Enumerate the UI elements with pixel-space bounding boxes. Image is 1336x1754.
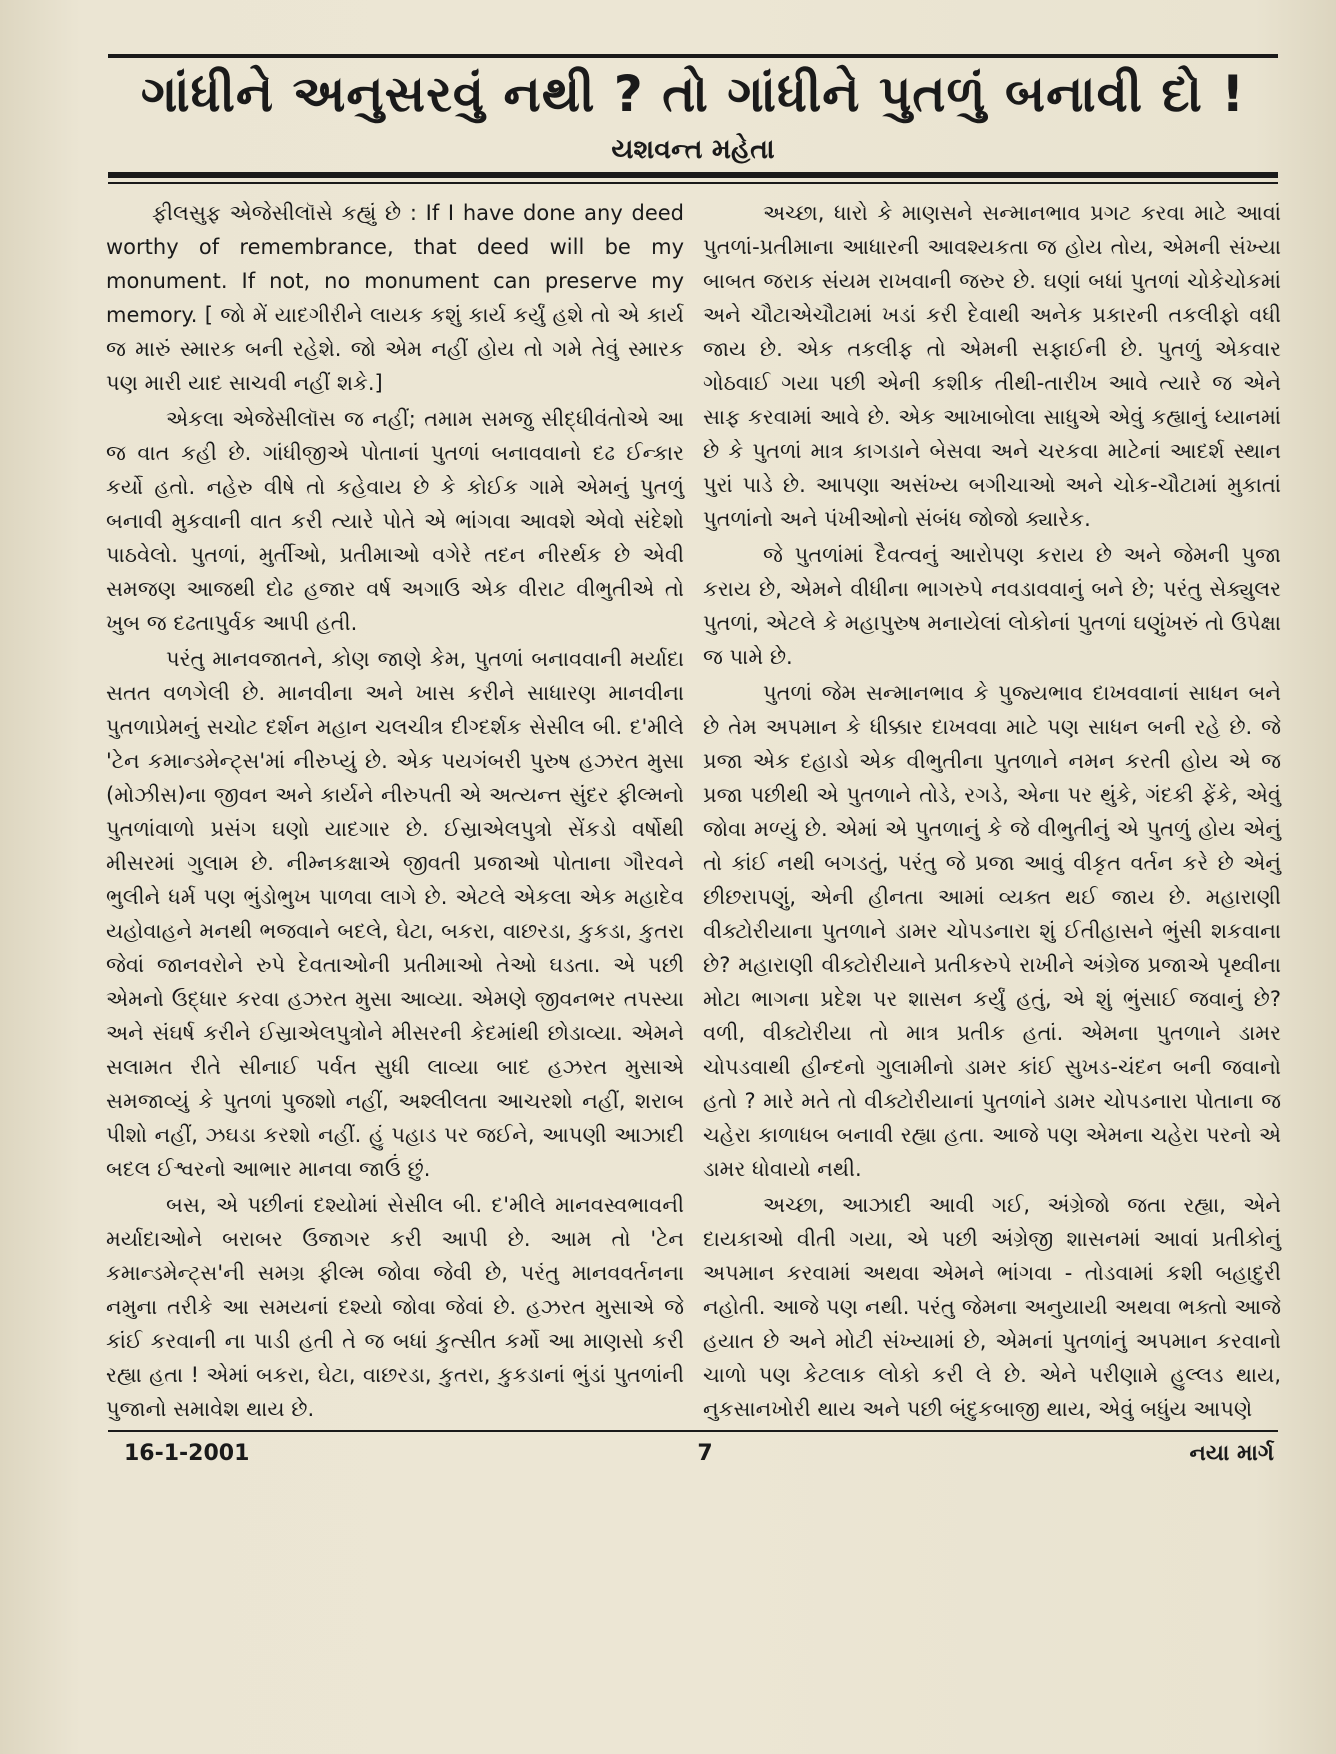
right-column xyxy=(703,196,1281,1436)
page-number: 7 xyxy=(697,1441,713,1466)
paragraph: જે પુતળાંમાં દૈવત્વનું આરોપણ કરાય છે અને જેમની પુજા કરાય છે, એમને વીધીના ભાગરુપે નવડાવવાનું બને છે; પરંતુ સેક્યુલર પુતળાં, એટલે કે મહાપુરુષ મનાયેલાં લોકોનાં પુતળાં ઘણુંખરું તો ઉપેક્ષા જ પામે છે. xyxy=(703,543,1281,669)
paragraph: અચ્છા, ધારો કે માણસને સન્માનભાવ પ્રગટ કરવા માટે આવાં પુતળાં-પ્રતીમાના આધારની આવશ્યકતા જ હોય તોય, એમની સંખ્યા બાબત જરાક સંયમ રાખવાની જરુર છે. ઘણાં બધાં પુતળાં ચોકેચોકમાં અને ચૌટાએચૌટામાં ખડાં કરી દેવાથી અનેક પ્રકારની તકલીફો વધી જાય છે. એક તકલીફ તો એમની સફાઈની છે. પુતળું એકવાર ગોઠવાઈ ગયા પછી એની કશીક તીથી-તારીખ આવે ત્યારે જ એને સાફ કરવામાં આવે છે. એક આખાબોલા સાધુએ એવું કહ્યાનું ધ્યાનમાં છે કે પુતળાં માત્ર કાગડાને બેસવા અને ચરકવા માટેનાં આદર્શ સ્થાન પુરાં પાડે છે. આપણા અસંખ્ય બગીચાઓ અને ચોક-ચૌટામાં મુકાતાં પુતળાંનો અને પંખીઓનો સંબંધ જોજો ક્યારેક. xyxy=(703,201,1281,531)
magazine-name: નયા માર્ગ xyxy=(1189,1441,1274,1466)
author-byline: યશવન્ત મહેતા xyxy=(611,134,775,165)
article-headline: ગાંધીને અનુસરવું નથી ? તો ગાંધીને પુતળું બનાવી દો ! xyxy=(140,65,1246,123)
title-rule-thin xyxy=(108,182,1278,184)
paragraph: પરંતુ માનવજાતને, કોણ જાણે કેમ, પુતળાં બનાવવાની મર્યાદા સતત વળગેલી છે. માનવીના અને ખાસ કરીને સાધારણ માનવીના પુતળાપ્રેમનું સચોટ દર્શન મહાન ચલચીત્ર દીગ્દર્શક સેસીલ બી. દ'મીલે 'ટેન કમાન્ડમેન્ટ્સ'માં નીરુપ્યું છે. એક પયગંબરી પુરુષ હઝરત મુસા (મોઝીસ)ના જીવન અને કાર્યને નીરુપતી એ અત્યન્ત સુંદર ફીલ્મનો પુતળાંવાળો પ્રસંગ ઘણો યાદગાર છે. ઈસ્રાએલપુત્રો સેંકડો વર્ષોથી મીસરમાં ગુલામ છે. નીમ્નકક્ષાએ જીવતી પ્રજાઓ પોતાના ગૌરવને ભુલીને ધર્મ પણ ભુંડોભુખ પાળવા લાગે છે. એટલે એકલા એક મહાદેવ યહોવાહને મનથી ભજવાને બદલે, ઘેટા, બકરા, વાછરડા, કુકડા, કુતરા જેવાં જાનવરોને રુપે દેવતાઓની પ્રતીમાઓ તેઓ ઘડતા. એ પછી એમનો ઉદ્ધાર કરવા હઝરત મુસા આવ્યા. એમણે જીવનભર તપસ્યા અને સંઘર્ષ કરીને ઈસ્રાએલપુત્રોને મીસરની કેદમાંથી છોડાવ્યા. એમને સલામત રીતે સીનાઈ પર્વત સુધી લાવ્યા બાદ હઝરત મુસાએ સમજાવ્યું કે પુતળાં પુજશો નહીં, અશ્લીલતા આચરશો નહીં, શરાબ પીશો નહીં, ઝઘડા કરશો નહીં. હું પહાડ પર જઈને, આપણી આઝાદી બદલ ઈશ્વરનો આભાર માનવા જાઉં છું. xyxy=(106,647,684,1181)
left-column xyxy=(106,196,684,1436)
paragraph: અચ્છા, આઝાદી આવી ગઈ, અંગ્રેજો જતા રહ્યા, એને દાયકાઓ વીતી ગયા, એ પછી અંગ્રેજી શાસનમાં આવાં પ્રતીકોનું અપમાન કરવામાં અથવા એમને ભાંગવા - તોડવામાં કશી બહાદુરી નહોતી. આજે પણ નથી. પરંતુ જેમના અનુયાયી અથવા ભક્તો આજે હયાત છે અને મોટી સંખ્યામાં છે, એમનાં પુતળાંનું અપમાન કરવાનો ચાળો પણ કેટલાક લોકો કરી લે છે. એને પરીણામે હુલ્લડ થાય, નુકસાનખોરી થાય અને પછી બંદુકબાજી થાય, એવું બધુંય આપણે xyxy=(703,1193,1281,1421)
issue-date: 16-1-2001 xyxy=(124,1441,250,1466)
footer-rule xyxy=(108,1430,1278,1432)
title-rule-thick xyxy=(108,172,1278,178)
paragraph: એકલા એજેસીલૉસ જ નહીં; તમામ સમજુ સીદ્ધીવંતોએ આ જ વાત કહી છે. ગાંધીજીએ પોતાનાં પુતળાં બનાવવાનો દઢ ઈન્કાર કર્યો હતો. નહેરુ વીષે તો કહેવાય છે કે કોઈક ગામે એમનું પુતળું બનાવી મુકવાની વાત કરી ત્યારે પોતે એ ભાંગવા આવશે એવો સંદેશો પાઠવેલો. પુતળાં, મુર્તીઓ, પ્રતીમાઓ વગેરે તદન નીરર્થક છે એવી સમજણ આજથી દોઢ હજાર વર્ષ અગાઉ એક વીરાટ વીભુતીએ તો ખુબ જ દઢતાપુર્વક આપી હતી. xyxy=(106,407,684,635)
paragraph: બસ, એ પછીનાં દશ્યોમાં સેસીલ બી. દ'મીલે માનવસ્વભાવની મર્યાદાઓને બરાબર ઉજાગર કરી આપી છે. આમ તો 'ટેન કમાન્ડમેન્ટ્સ'ની સમગ્ર ફીલ્મ જોવા જેવી છે, પરંતુ માનવવર્તનના નમુના તરીકે આ સમયનાં દશ્યો જોવા જેવાં છે. હઝરત મુસાએ જે કાંઈ કરવાની ના પાડી હતી તે જ બધાં કુત્સીત કર્મો આ માણસો કરી રહ્યા હતા ! એમાં બકરા, ઘેટા, વાછરડા, કુતરા, કુકડાનાં ભુંડાં પુતળાંની પુજાનો સમાવેશ થાય છે. xyxy=(106,1193,684,1421)
paragraph: પુતળાં જેમ સન્માનભાવ કે પુજ્યભાવ દાખવવાનાં સાધન બને છે તેમ અપમાન કે ધીક્કાર દાખવવા માટે પણ સાધન બની રહે છે. જે પ્રજા એક દહાડો એક વીભુતીના પુતળાને નમન કરતી હોય એ જ પ્રજા પછીથી એ પુતળાને તોડે, રગડે, એના પર થુંકે, ગંદકી ફેંકે, એવું જોવા મળ્યું છે. એમાં એ પુતળાનું કે જે વીભુતીનું એ પુતળું હોય એનું તો કાંઈ નથી બગડતું, પરંતુ જે પ્રજા આવું વીકૃત વર્તન કરે છે એનું છીછરાપણું, એની હીનતા આમાં વ્યક્ત થઈ જાય છે. મહારાણી વીક્ટોરીયાના પુતળાને ડામર ચોપડનારા શું ઈતીહાસને ભુંસી શકવાના છે? મહારાણી વીક્ટોરીયાને પ્રતીકરુપે રાખીને અંગ્રેજ પ્રજાએ પૃથ્વીના મોટા ભાગના પ્રદેશ પર શાસન કર્યું હતું, એ શું ભુંસાઈ જવાનું છે? વળી, વીક્ટોરીયા તો માત્ર પ્રતીક હતાં. એમના પુતળાને ડામર ચોપડવાથી હીન્દનો ગુલામીનો ડામર કાંઈ સુખડ-ચંદન બની જવાનો હતો ? મારે મતે તો વીક્ટોરીયાનાં પુતળાંને ડામર ચોપડનારા પોતાના જ ચહેરા કાળાધબ બનાવી રહ્યા હતા. આજે પણ એમના ચહેરા પરનો એ ડામર ધોવાયો નથી. xyxy=(703,681,1281,1181)
paragraph: ફીલસુફ એજેસીલૉસે કહ્યું છે : If I have done any deed worthy of remembrance, that deed will be my monument. If not, no monument can preserve my memory. [ જો મેં યાદગીરીને લાયક કશું કાર્ય કર્યું હશે તો એ કાર્ય જ મારું સ્મારક બની રહેશે. જો એમ નહીં હોય તો ગમે તેવું સ્મારક પણ મારી યાદ સાચવી નહીં શકે.] xyxy=(106,201,684,395)
